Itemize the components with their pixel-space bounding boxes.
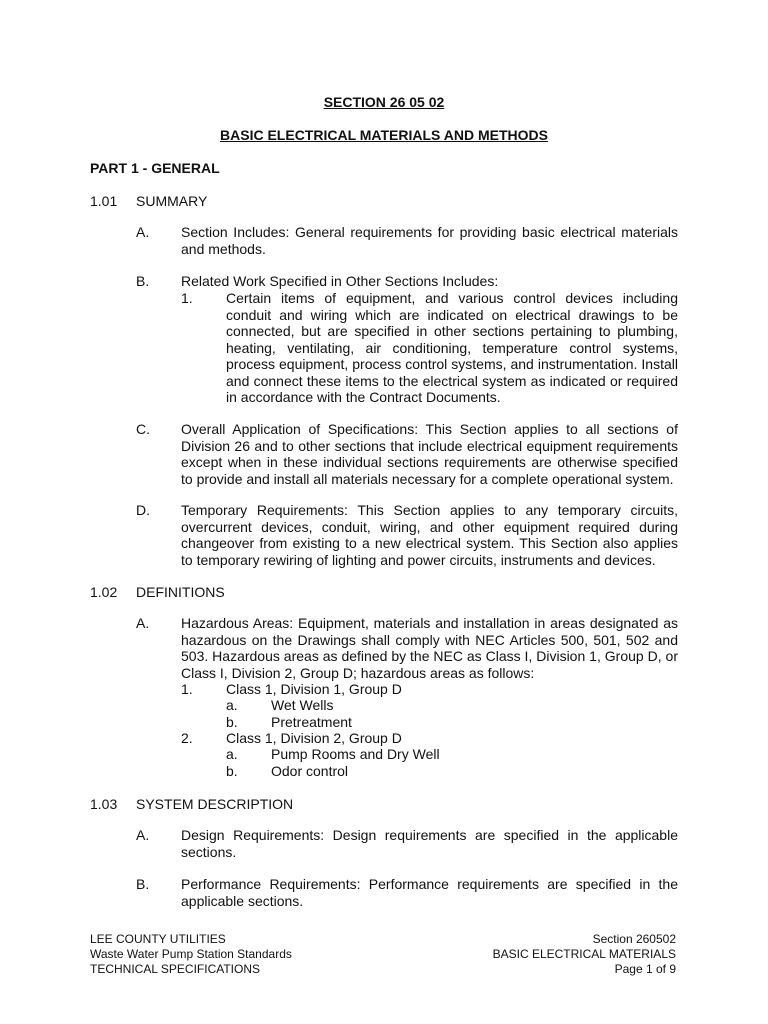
footer-section: Section 260502 — [592, 932, 676, 946]
footer-org: LEE COUNTY UTILITIES — [90, 932, 226, 946]
paragraph-mark: A. — [136, 224, 150, 240]
article-title: SYSTEM DESCRIPTION — [136, 796, 294, 812]
paragraph-mark: A. — [136, 615, 150, 631]
article-title: SUMMARY — [136, 193, 208, 209]
article-number: 1.01 — [90, 193, 118, 209]
sublist-item-text: Wet Wells — [271, 697, 334, 713]
paragraph-mark: B. — [136, 273, 150, 289]
sublist-item-text: Pump Rooms and Dry Well — [271, 746, 440, 762]
sublist-item-mark: a. — [226, 697, 238, 713]
footer-doc-type: TECHNICAL SPECIFICATIONS — [90, 962, 261, 976]
sublist-item-mark: b. — [226, 763, 238, 779]
sublist-item-mark: a. — [226, 746, 238, 762]
paragraph-text: Section Includes: General requirements for providing basic electrical materials and methods. — [181, 224, 678, 257]
article-title: DEFINITIONS — [136, 584, 225, 600]
paragraph-mark: D. — [136, 502, 150, 518]
article-number: 1.03 — [90, 796, 118, 812]
section-title: BASIC ELECTRICAL MATERIALS AND METHODS — [220, 127, 548, 143]
paragraph-mark: A. — [136, 827, 150, 843]
list-item-text: Class 1, Division 1, Group D — [226, 681, 402, 697]
paragraph-text: Overall Application of Specifications: This Section applies to all sections of Division 26 and to other sections that include electrical equipment requirements except when in these individual sections requirements are otherwise specified to provide and install all materials necessary for a complete operational system. — [181, 421, 678, 487]
subparagraph-mark: 1. — [181, 290, 193, 306]
section-number: SECTION 26 05 02 — [323, 94, 445, 110]
paragraph-mark: B. — [136, 876, 150, 892]
subparagraph-text: Certain items of equipment, and various control devices including conduit and wiring which are indicated on electrical drawings to be connected, but are specified in other sections pertaining to plumbing, heating, ventilating, air conditioning, temperature control systems, process equipment, process control systems, and instrumentation. Install and connect these items to the electrical system as indicated or required in accordance with the Contract Documents. — [226, 290, 678, 405]
article-number: 1.02 — [90, 584, 118, 600]
list-item-mark: 2. — [181, 730, 193, 746]
list-item-text: Class 1, Division 2, Group D — [226, 730, 402, 746]
paragraph-text: Design Requirements: Design requirements are specified in the applicable sections. — [181, 827, 678, 860]
page-number: Page 1 of 9 — [614, 962, 676, 976]
sublist-item-text: Odor control — [271, 763, 349, 779]
sublist-item-text: Pretreatment — [271, 714, 352, 730]
sublist-item-mark: b. — [226, 714, 238, 730]
paragraph-mark: C. — [136, 421, 150, 437]
footer-standards: Waste Water Pump Station Standards — [90, 947, 292, 961]
footer-title: BASIC ELECTRICAL MATERIALS — [492, 947, 676, 961]
paragraph-text: Hazardous Areas: Equipment, materials and installation in areas designated as hazardous on the Drawings shall comply with NEC Articles 500, 501, 502 and 503. Hazardous areas as defined by the NEC as Class I, Division 1, Group D, or Class I, Division 2, Group D; hazardous areas as follows: — [181, 615, 678, 681]
paragraph-text: Temporary Requirements: This Section applies to any temporary circuits, overcurrent devices, conduit, wiring, and other equipment required during changeover from existing to a new electrical system. This Section also applies to temporary rewiring of lighting and power circuits, instruments and devices. — [181, 502, 678, 568]
paragraph-text: Related Work Specified in Other Sections Includes: — [181, 273, 499, 289]
part-heading: PART 1 - GENERAL — [90, 160, 220, 176]
list-item-mark: 1. — [181, 681, 193, 697]
paragraph-text: Performance Requirements: Performance requirements are specified in the applicable sections. — [181, 876, 678, 909]
